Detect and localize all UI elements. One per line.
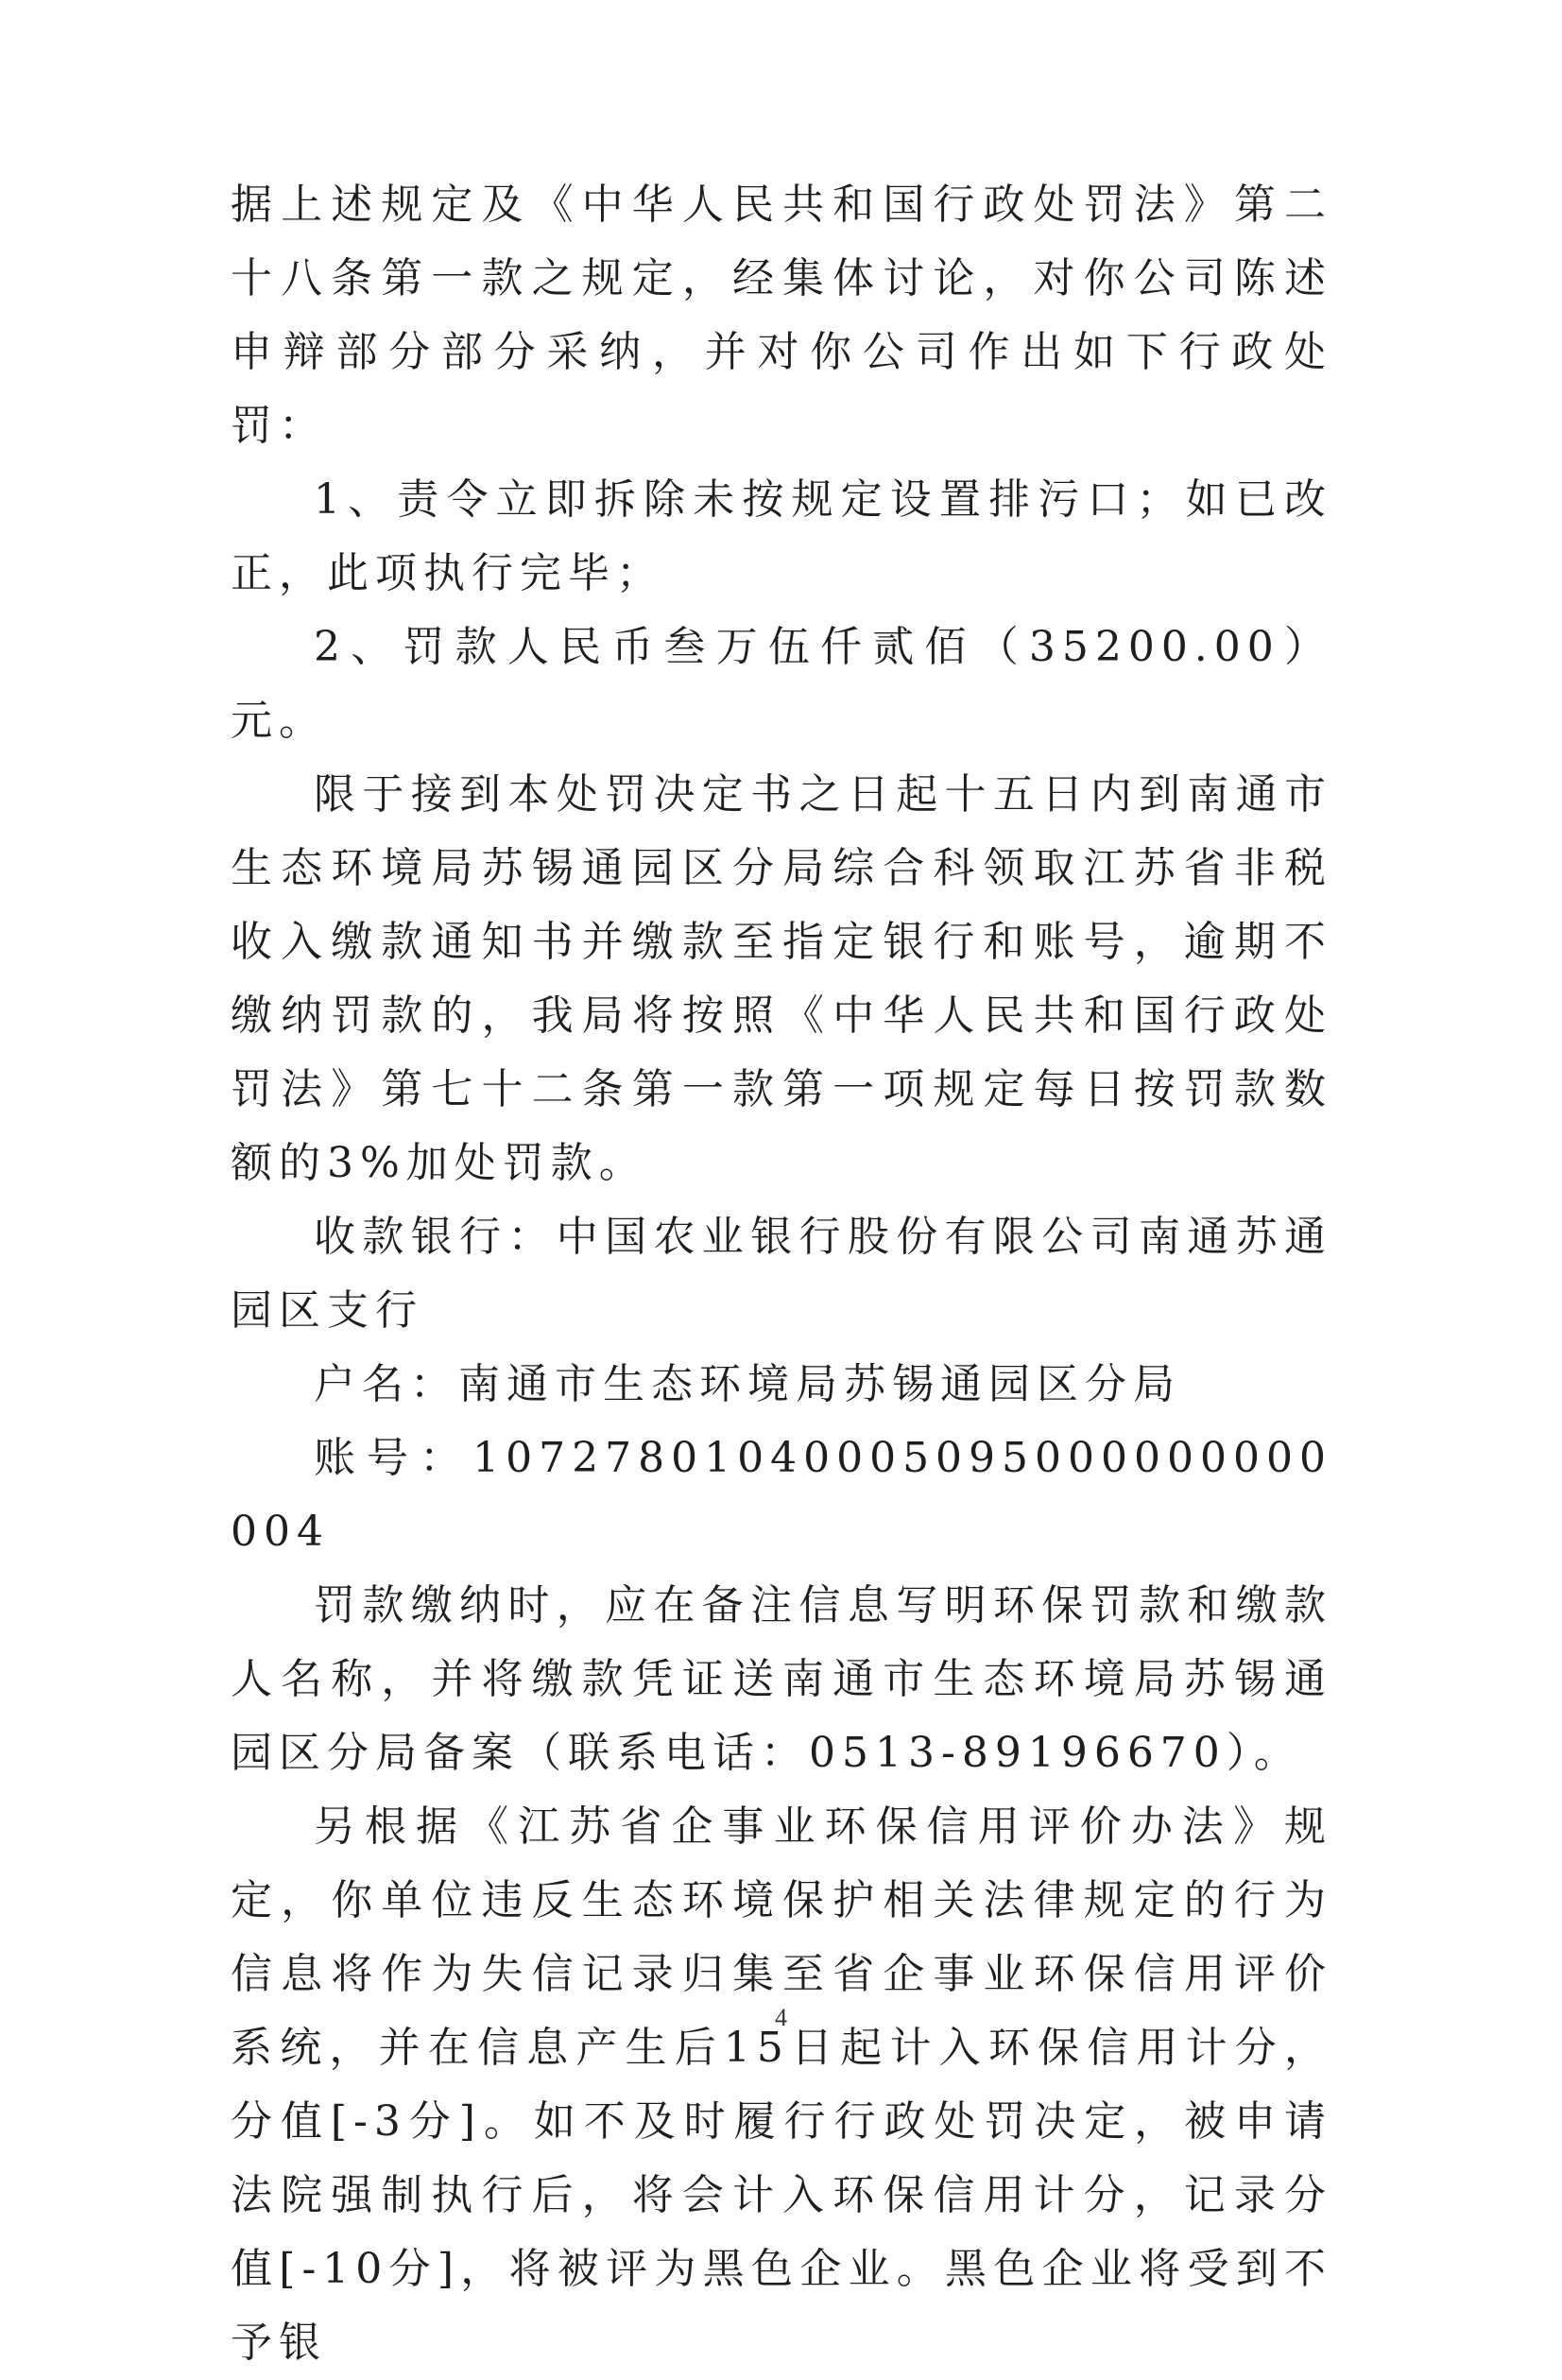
page-number: 4 [775, 2004, 787, 2031]
paragraph-penalty-basis: 据上述规定及《中华人民共和国行政处罚法》第二十八条第一款之规定，经集体讨论，对你公司陈述申辩部分部分采纳，并对你公司作出如下行政处罚： [231, 181, 1332, 450]
paragraph-account-name: 户名：南通市生态环境局苏锡通园区分局 [314, 1360, 1181, 1408]
paragraph-receiving-bank: 收款银行：中国农业银行股份有限公司南通苏通园区支行 [231, 1213, 1332, 1335]
paragraph-item-1: 1、责令立即拆除未按规定设置排污口；如已改正，此项执行完毕； [231, 475, 1332, 597]
paragraph-payment-note: 罚款缴纳时，应在备注信息写明环保罚款和缴款人名称，并将缴款凭证送南通市生态环境局苏锡通园区分局备案（联系电话：0513-89196670）。 [231, 1581, 1332, 1777]
paragraph-payment-deadline: 限于接到本处罚决定书之日起十五日内到南通市生态环境局苏锡通园区分局综合科领取江苏省非税收入缴款通知书并缴款至指定银行和账号，逾期不缴纳罚款的，我局将按照《中华人民共和国行政处罚法》第七十二条第一款第一项规定每日按罚款数额的3%加处罚款。 [231, 770, 1332, 1187]
paragraph-account-number: 账号：10727801040005095000000000004 [231, 1434, 1332, 1556]
paragraph-item-2: 2、罚款人民币叁万伍仟贰佰（35200.00）元。 [231, 623, 1332, 745]
paragraph-credit-evaluation: 另根据《江苏省企事业环保信用评价办法》规定，你单位违反生态环境保护相关法律规定的行为信息将作为失信记录归集至省企事业环保信用评价系统，并在信息产生后15日起计入环保信用计分，分值[-3分]。如不及时履行行政处罚决定，被申请法院强制执行后，将会计入环保信用计分，记录分值[-10分]，将被评为黑色企业。黑色企业将受到不予银 [231, 1802, 1332, 2367]
body-text [231, 168, 1332, 2380]
